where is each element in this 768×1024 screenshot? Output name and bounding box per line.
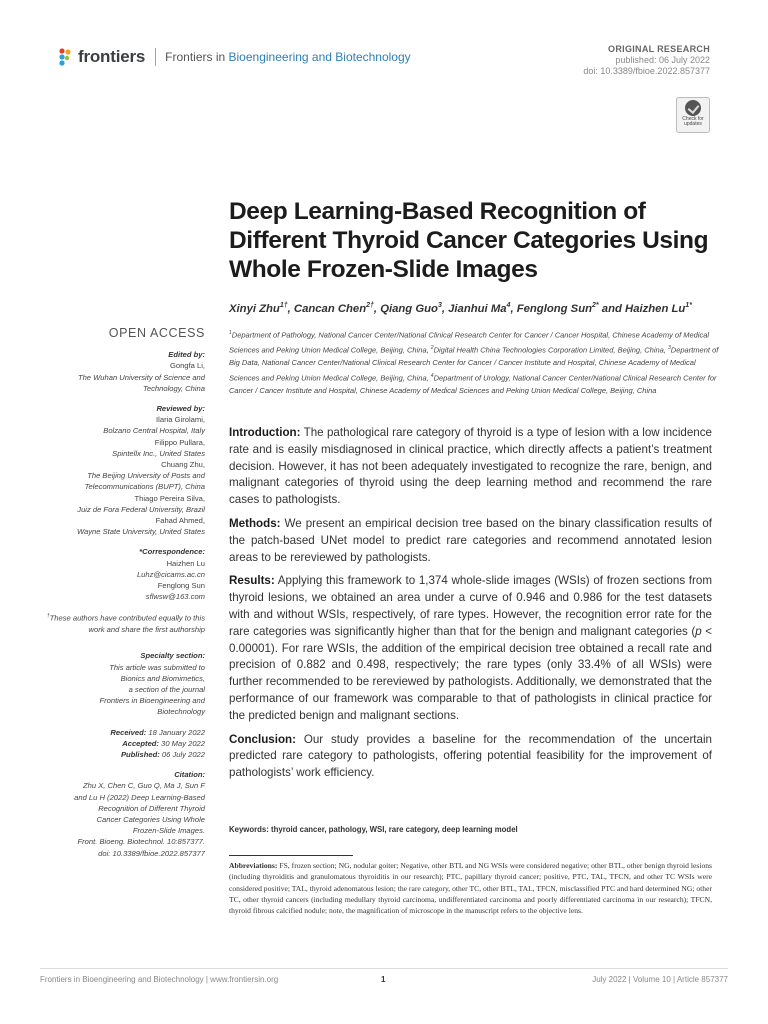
editor-name: Gongfa Li, xyxy=(169,361,205,371)
article-type: ORIGINAL RESEARCH xyxy=(608,44,710,54)
journal-logo[interactable] xyxy=(58,45,411,69)
brand-name: frontiers xyxy=(78,47,146,66)
citation-doi[interactable]: doi: 10.3389/fbioe.2022.857377 xyxy=(98,848,205,858)
logo-divider xyxy=(155,48,156,66)
reviewer-affiliation: Wayne State University, United States xyxy=(76,527,205,537)
open-access-label: OPEN ACCESS xyxy=(108,326,205,340)
published-date-sidebar: Published: 06 July 2022 xyxy=(120,750,205,760)
check-for-updates-icon xyxy=(685,100,701,116)
affiliation: Digital Health China Technologies Corporation Limited, Beijing, China, xyxy=(433,345,669,355)
published-date: published: 06 July 2022 xyxy=(615,55,710,65)
affiliation: Department of Pathology, National Cancer Center/National Clinical Research Center for Cancer / Cancer Hospital, Chinese Academy of Medical Sciences and Peking Union Medical College, Beijing, China, xyxy=(229,330,710,355)
correspondent-name: Fenglong Sun xyxy=(157,581,205,591)
citation-label: Citation: xyxy=(174,770,205,780)
correspondent-name: Haizhen Lu xyxy=(166,558,205,568)
reviewer-affiliation: Telecommunications (BUPT), China xyxy=(84,482,205,492)
reviewer-name: Fahad Ahmed, xyxy=(155,516,205,526)
citation-line: Zhu X, Chen C, Guo Q, Ma J, Sun F xyxy=(83,781,205,791)
reviewer-affiliation: Spintellx Inc., United States xyxy=(112,448,205,458)
journal-prefix: Frontiers in xyxy=(165,50,229,64)
journal-name xyxy=(165,50,411,64)
affiliation: Department of Big Data, National Cancer Center/National Clinical Research Center for Cancer / Cancer Institute and Hospital, Chinese Academy of Medical Sciences and Peking Union Medical College, Beijing, China, xyxy=(229,345,719,383)
author-list: Xinyi Zhu$^{1\dagger}$, Cancan Chen$^{2\dagger}$, Qiang Guo$^3$, Jianhui Ma$^4$, Fenglong Sun$^{2*}$ and Haizhen $Lu^{1*}$ xyxy=(229,302,692,315)
article-doi[interactable]: doi: 10.3389/fbioe.2022.857377 xyxy=(583,66,710,76)
specialty-line: This article was submitted to xyxy=(109,662,205,672)
accepted-date: Accepted: 30 May 2022 xyxy=(122,738,205,748)
check-for-updates-button[interactable] xyxy=(676,97,710,133)
author[interactable]: Haizhen $Lu^{1*}$ xyxy=(625,302,692,315)
reviewer-affiliation: Juiz de Fora Federal University, Brazil xyxy=(77,504,205,514)
editor-affiliation: Technology, China xyxy=(142,383,205,393)
reviewer-affiliation: Bolzano Central Hospital, Italy xyxy=(103,426,205,436)
affiliation: Department of Urology, National Cancer Center/National Clinical Research Center for Cancer / Cancer Institute and Hospital, Chinese Academy of Medical Sciences and Peking Union Medical College, Beijing, China xyxy=(229,373,717,396)
citation-line: Recognition of Different Thyroid xyxy=(98,803,205,813)
specialty-section-label: Specialty section: xyxy=(140,651,205,661)
abbreviations-footnote: Abbreviations: FS, frozen section; NG, nodular goiter; Negative, other BTL and NG WSIs were considered negative; other BTL, other benign thyroid lesions (including thyroiditis and granulomatous thyroiditis in our research); PTC, papillary thyroid cancer; positive, PTC, TAL, TFCN, and other TC WSIs were considered positive; TAL, thyroid adenomatous lesion; the rare category, other TC, other BTL, TAL, TFCN, misclassified PTC and hard determined NG; other TC, other thyroid cancers (including medullary thyroid carcinoma, undifferentiated carcinoma and poorly differentiated carcinoma in our research); TFCN, thyroid fibrous calcified nodule; note, the magnification of microscope in the manuscript refers to the objective lens. xyxy=(229,861,712,916)
abstract-results: Results: Applying this framework to 1,374 whole-slide images (WSIs) of frozen sections from thyroid lesions, we obtained an area under a curve of 0.946 and 0.986 for the test datasets with and without WSIs, respectively, of rare types. However, the recognition error rate for the rare categories was significantly higher than that for the benign and malignant categories (p < 0.00001). For rare WSIs, the addition of the empirical decision tree obtained a recall rate and precision of 0.882 and 0.498, respectively; the rare types (only 33.4% of all WSIs) were further recommended to be rereviewed by pathologists. Additionally, we demonstrated that the performance of our framework was comparable to that of pathologists in clinical practice for the predicted benign and malignant sections. xyxy=(229,574,712,722)
reviewer-name: Filippo Pullara, xyxy=(154,437,205,447)
reviewer-name: Chuang Zhu, xyxy=(161,460,205,470)
abstract-introduction: Introduction: The pathological rare category of thyroid is a type of lesion with a low incidence rate and is easily misdiagnosed in clinical practice, which directly affects a patient’s treatment decision. However, it has not been adequately investigated to recognize the rare, benign, and malignant categories of thyroid using the deep learning method and recommend the rare cases to pathologists. xyxy=(229,426,712,507)
author[interactable]: Cancan Chen$^{2\dagger}$ xyxy=(293,302,374,315)
article-sidebar xyxy=(40,328,205,859)
correspondent-email[interactable]: Luhz@cicams.ac.cn xyxy=(136,569,205,579)
author[interactable]: Jianhui Ma$^4$ xyxy=(448,302,511,315)
citation-line: Frozen-Slide Images. xyxy=(132,826,205,836)
article-title: Deep Learning-Based Recognition of Different Thyroid Cancer Categories Using Whole Frozen-Slide Images xyxy=(229,198,709,283)
reviewed-by-label: Reviewed by: xyxy=(156,404,205,414)
specialty-line: Biotechnology xyxy=(157,707,205,717)
reviewer-affiliation: The Beijing University of Posts and xyxy=(87,471,205,481)
author[interactable]: Fenglong Sun$^{2*}$ xyxy=(516,302,599,315)
specialty-line: Frontiers in Bioengineering and xyxy=(99,696,205,706)
correspondent-email[interactable]: sflwsw@163.com xyxy=(145,592,205,602)
specialty-line: Bionics and Biomimetics, xyxy=(120,673,205,683)
citation-line: Front. Bioeng. Biotechnol. 10:857377. xyxy=(77,837,205,847)
author[interactable]: Qiang Guo$^3$ xyxy=(380,302,442,315)
abstract-methods: Methods: We present an empirical decision tree based on the binary classification results of the patch-based UNet model to predict rare categories and recommend annotated lesion areas to be rereviewed by pathologists. xyxy=(229,516,712,564)
check-for-updates-label: Check for updates xyxy=(682,116,704,127)
received-date: Received: 18 January 2022 xyxy=(110,727,205,737)
footer-divider xyxy=(40,968,728,969)
footer-journal-link[interactable]: Frontiers in Bioengineering and Biotechnology | www.frontiersin.org xyxy=(40,975,279,984)
contribution-note: †These authors have contributed equally to this work and share the first authorship xyxy=(46,613,205,635)
citation-line: Cancer Categories Using Whole xyxy=(96,815,205,825)
reviewer-name: Ilaria Girolami, xyxy=(156,415,205,425)
abstract xyxy=(229,425,712,789)
page-number: 1 xyxy=(381,975,386,984)
abstract-conclusion: Conclusion: Our study provides a baseline for the recommendation of the uncertain predicted rare category to pathologists, offering potential feasibility for the improvement of pathologists’ work efficiency. xyxy=(229,732,712,780)
citation-line: and Lu H (2022) Deep Learning-Based xyxy=(74,792,205,802)
frontiers-logo-icon xyxy=(58,48,74,66)
footnote-divider xyxy=(229,855,353,856)
reviewer-name: Thiago Pereira Silva, xyxy=(134,493,205,503)
correspondence-label: *Correspondence: xyxy=(139,547,205,557)
article-meta xyxy=(583,44,710,77)
author[interactable]: Xinyi Zhu$^{1\dagger}$ xyxy=(229,302,288,315)
journal-title: Bioengineering and Biotechnology xyxy=(228,50,411,64)
footer-issue-info: July 2022 | Volume 10 | Article 857377 xyxy=(592,975,728,984)
edited-by-label: Edited by: xyxy=(168,350,205,360)
editor-affiliation: The Wuhan University of Science and xyxy=(77,372,205,382)
keywords: Keywords: thyroid cancer, pathology, WSI, rare category, deep learning model xyxy=(229,825,518,834)
specialty-line: a section of the journal xyxy=(128,685,205,695)
affiliations: $^1$Department of Pathology, National Cancer Center/National Clinical Research Center for Cancer / Cancer Hospital, Chinese Academy of Medical Sciences and Peking Union Medical College, Beijing, China, $^2$Digital Health China Technologies Corporation Limited, Beijing, China, $^3$Department of Big Data, National Cancer Center/National Clinical Research Center for Cancer / Cancer Institute and Hospital, Chinese Academy of Medical Sciences and Peking Union Medical College, Beijing, China, $^4$Department of Urology, National Cancer Center/National Clinical Research Center for Cancer / Cancer Institute and Hospital, Chinese Academy of Medical Sciences and Peking Union Medical College, Beijing, China xyxy=(229,330,719,396)
